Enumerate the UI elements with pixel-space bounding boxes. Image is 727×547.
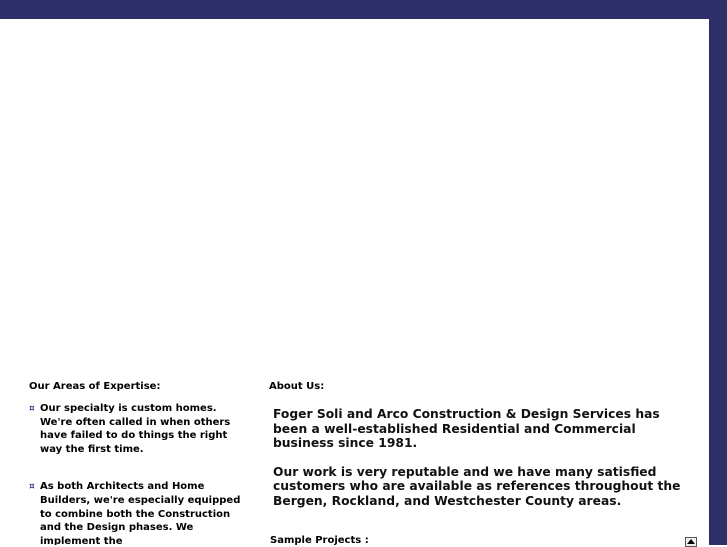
scroll-up-button[interactable] bbox=[685, 537, 697, 547]
right-frame-bar bbox=[709, 0, 727, 545]
list-item bbox=[29, 402, 244, 456]
expertise-column bbox=[29, 381, 244, 545]
about-column bbox=[269, 381, 689, 545]
expertise-heading: Our Areas of Expertise: bbox=[29, 381, 161, 392]
expertise-item-text: Our specialty is custom homes. We're often called in when others have failed to do things the right way the first time. bbox=[40, 403, 231, 455]
about-heading: About Us: bbox=[269, 381, 325, 392]
list-item bbox=[29, 480, 244, 545]
sample-projects-heading: Sample Projects : bbox=[270, 535, 369, 545]
square-bullet-icon: ¤ bbox=[29, 482, 35, 493]
about-paragraph: Foger Soli and Arco Construction & Design Services has been a well-established Residential and Commercial business since 1981. bbox=[273, 407, 660, 450]
top-frame-bar bbox=[0, 0, 727, 19]
expertise-list bbox=[29, 402, 244, 545]
about-paragraph: Our work is very reputable and we have many satisfied customers who are available as references throughout the Bergen, Rockland, and Westchester County areas. bbox=[273, 464, 681, 508]
about-text bbox=[273, 407, 689, 508]
square-bullet-icon: ¤ bbox=[29, 404, 35, 414]
expertise-item-text: As both Architects and Home Builders, we're especially equipped to combine both the Construction and the Design phases. We implement the bbox=[40, 481, 241, 545]
page-content bbox=[0, 19, 709, 545]
